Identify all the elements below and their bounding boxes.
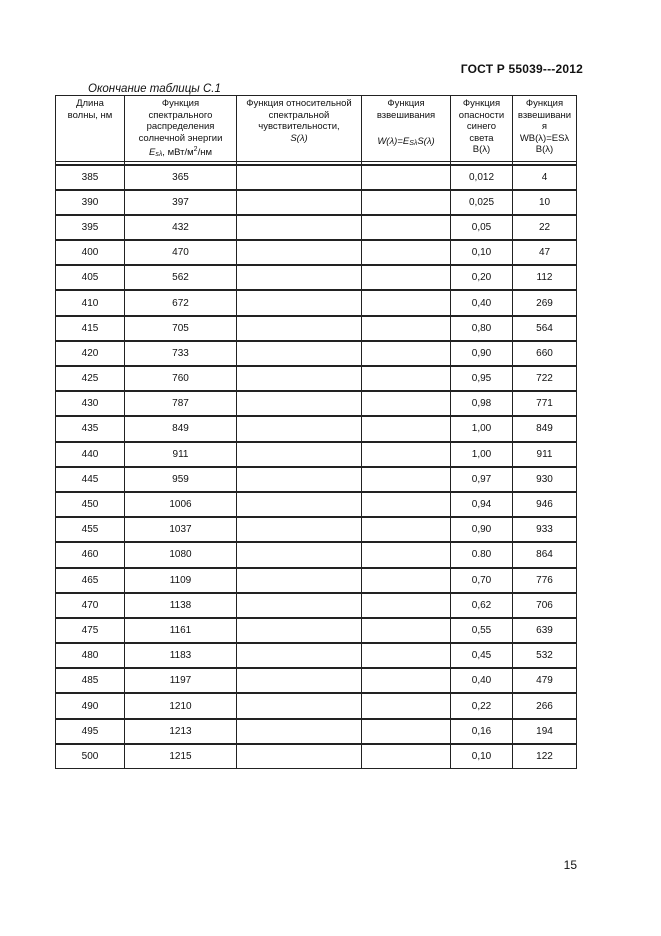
cell-weighting-wb: 194: [513, 719, 577, 744]
table-row: [56, 240, 577, 265]
cell-weighting-w: [362, 693, 451, 718]
cell-solar-energy: 397: [125, 190, 237, 215]
cell-weighting-wb: 122: [513, 744, 577, 769]
col-header-blue-light-hazard: Функция опасности синего света B(λ): [451, 96, 513, 162]
cell-solar-energy: 705: [125, 316, 237, 341]
cell-wavelength: 465: [56, 568, 125, 593]
cell-solar-energy: 1037: [125, 517, 237, 542]
cell-solar-energy: 365: [125, 165, 237, 190]
table-caption: Окончание таблицы С.1: [88, 83, 221, 95]
cell-blue-hazard: 0,22: [451, 693, 513, 718]
cell-wavelength: 475: [56, 618, 125, 643]
cell-weighting-w: [362, 265, 451, 290]
cell-sensitivity: [237, 341, 362, 366]
table-row: [56, 391, 577, 416]
cell-wavelength: 425: [56, 366, 125, 391]
cell-wavelength: 455: [56, 517, 125, 542]
table-row: [56, 593, 577, 618]
cell-wavelength: 450: [56, 492, 125, 517]
spectral-table: [55, 95, 577, 769]
cell-weighting-w: [362, 240, 451, 265]
cell-sensitivity: [237, 668, 362, 693]
cell-blue-hazard: 0,94: [451, 492, 513, 517]
table-row: [56, 618, 577, 643]
cell-wavelength: 460: [56, 542, 125, 567]
cell-weighting-w: [362, 467, 451, 492]
table-row: [56, 265, 577, 290]
cell-weighting-w: [362, 165, 451, 190]
cell-weighting-wb: 864: [513, 542, 577, 567]
cell-sensitivity: [237, 593, 362, 618]
cell-weighting-w: [362, 215, 451, 240]
table-row: [56, 517, 577, 542]
cell-weighting-wb: 639: [513, 618, 577, 643]
table-row: [56, 467, 577, 492]
cell-weighting-wb: 47: [513, 240, 577, 265]
cell-sensitivity: [237, 391, 362, 416]
cell-wavelength: 500: [56, 744, 125, 769]
cell-sensitivity: [237, 165, 362, 190]
cell-weighting-w: [362, 719, 451, 744]
cell-blue-hazard: 0,70: [451, 568, 513, 593]
cell-blue-hazard: 0,45: [451, 643, 513, 668]
cell-solar-energy: 911: [125, 442, 237, 467]
cell-blue-hazard: 0,05: [451, 215, 513, 240]
cell-weighting-wb: 933: [513, 517, 577, 542]
table-row: [56, 693, 577, 718]
cell-weighting-wb: 564: [513, 316, 577, 341]
cell-wavelength: 415: [56, 316, 125, 341]
table-row: [56, 190, 577, 215]
col-header-solar-spectrum: Функция спектрального распределения солнечной энергии Esλ, мВт/$м^2/нм$: [125, 96, 237, 162]
cell-solar-energy: 432: [125, 215, 237, 240]
cell-solar-energy: 1210: [125, 693, 237, 718]
cell-weighting-w: [362, 744, 451, 769]
cell-weighting-w: [362, 442, 451, 467]
cell-solar-energy: 733: [125, 341, 237, 366]
cell-blue-hazard: 0,16: [451, 719, 513, 744]
document-code: ГОСТ Р 55039---2012: [460, 62, 583, 76]
cell-wavelength: 440: [56, 442, 125, 467]
cell-solar-energy: 1138: [125, 593, 237, 618]
table-row: [56, 316, 577, 341]
cell-solar-energy: 1197: [125, 668, 237, 693]
cell-weighting-w: [362, 391, 451, 416]
cell-wavelength: 490: [56, 693, 125, 718]
table-row: [56, 416, 577, 441]
table-row: [56, 366, 577, 391]
cell-weighting-wb: 706: [513, 593, 577, 618]
table-row: [56, 568, 577, 593]
cell-sensitivity: [237, 416, 362, 441]
cell-sensitivity: [237, 190, 362, 215]
cell-solar-energy: 1161: [125, 618, 237, 643]
cell-solar-energy: 1183: [125, 643, 237, 668]
cell-wavelength: 385: [56, 165, 125, 190]
cell-solar-energy: 959: [125, 467, 237, 492]
cell-sensitivity: [237, 492, 362, 517]
cell-solar-energy: 1109: [125, 568, 237, 593]
cell-sensitivity: [237, 265, 362, 290]
cell-wavelength: 400: [56, 240, 125, 265]
cell-wavelength: 390: [56, 190, 125, 215]
cell-blue-hazard: 1,00: [451, 442, 513, 467]
cell-weighting-w: [362, 643, 451, 668]
cell-blue-hazard: 0,10: [451, 744, 513, 769]
table-row: [56, 215, 577, 240]
cell-wavelength: 485: [56, 668, 125, 693]
cell-solar-energy: 1215: [125, 744, 237, 769]
cell-blue-hazard: 0,90: [451, 341, 513, 366]
cell-wavelength: 445: [56, 467, 125, 492]
cell-wavelength: 430: [56, 391, 125, 416]
cell-wavelength: 420: [56, 341, 125, 366]
cell-sensitivity: [237, 618, 362, 643]
cell-wavelength: 405: [56, 265, 125, 290]
cell-weighting-wb: 930: [513, 467, 577, 492]
cell-wavelength: 410: [56, 290, 125, 315]
table-row: [56, 542, 577, 567]
table-row: [56, 165, 577, 190]
col-header-wavelength: Длина волны, нм: [56, 96, 125, 162]
cell-weighting-wb: 22: [513, 215, 577, 240]
cell-sensitivity: [237, 442, 362, 467]
cell-solar-energy: 760: [125, 366, 237, 391]
cell-sensitivity: [237, 568, 362, 593]
cell-sensitivity: [237, 240, 362, 265]
cell-weighting-wb: 849: [513, 416, 577, 441]
col-header-relative-sensitivity: Функция относительной спектральной чувствительности, S(λ): [237, 96, 362, 162]
page-number: 15: [563, 858, 577, 872]
cell-blue-hazard: 0,98: [451, 391, 513, 416]
cell-blue-hazard: 0,95: [451, 366, 513, 391]
col-header-weighting-w: Функция взвешивания W(λ)=ESλS(λ): [362, 96, 451, 162]
cell-solar-energy: 849: [125, 416, 237, 441]
cell-blue-hazard: 0,80: [451, 316, 513, 341]
cell-weighting-w: [362, 618, 451, 643]
table-body: [56, 165, 577, 769]
cell-weighting-wb: 660: [513, 341, 577, 366]
table-row: [56, 668, 577, 693]
cell-weighting-wb: 776: [513, 568, 577, 593]
cell-blue-hazard: 0,025: [451, 190, 513, 215]
cell-blue-hazard: 0,40: [451, 290, 513, 315]
cell-solar-energy: 672: [125, 290, 237, 315]
cell-weighting-w: [362, 593, 451, 618]
cell-weighting-wb: 946: [513, 492, 577, 517]
table-row: [56, 744, 577, 769]
table-row: [56, 492, 577, 517]
cell-weighting-wb: 479: [513, 668, 577, 693]
cell-weighting-w: [362, 517, 451, 542]
cell-wavelength: 395: [56, 215, 125, 240]
cell-blue-hazard: 0,62: [451, 593, 513, 618]
cell-weighting-w: [362, 341, 451, 366]
cell-weighting-w: [362, 366, 451, 391]
cell-wavelength: 470: [56, 593, 125, 618]
cell-blue-hazard: 0,40: [451, 668, 513, 693]
cell-solar-energy: 1080: [125, 542, 237, 567]
cell-weighting-wb: 269: [513, 290, 577, 315]
cell-weighting-wb: 266: [513, 693, 577, 718]
cell-solar-energy: 787: [125, 391, 237, 416]
cell-weighting-w: [362, 316, 451, 341]
cell-weighting-w: [362, 416, 451, 441]
cell-weighting-w: [362, 290, 451, 315]
cell-blue-hazard: 0,20: [451, 265, 513, 290]
cell-sensitivity: [237, 719, 362, 744]
cell-weighting-w: [362, 542, 451, 567]
cell-sensitivity: [237, 316, 362, 341]
cell-weighting-wb: 771: [513, 391, 577, 416]
cell-solar-energy: 562: [125, 265, 237, 290]
table-row: [56, 719, 577, 744]
table-row: [56, 341, 577, 366]
cell-solar-energy: 1006: [125, 492, 237, 517]
cell-blue-hazard: 0,90: [451, 517, 513, 542]
cell-weighting-wb: 911: [513, 442, 577, 467]
cell-blue-hazard: 0,55: [451, 618, 513, 643]
cell-wavelength: 480: [56, 643, 125, 668]
cell-sensitivity: [237, 542, 362, 567]
cell-sensitivity: [237, 215, 362, 240]
cell-sensitivity: [237, 693, 362, 718]
cell-sensitivity: [237, 517, 362, 542]
cell-weighting-w: [362, 668, 451, 693]
cell-sensitivity: [237, 290, 362, 315]
cell-weighting-w: [362, 568, 451, 593]
cell-blue-hazard: 0,012: [451, 165, 513, 190]
col-header-weighting-wb: Функция взвешивани я WB(λ)=ESλ B(λ): [513, 96, 577, 162]
table-header-row: [56, 96, 577, 162]
cell-weighting-wb: 112: [513, 265, 577, 290]
cell-blue-hazard: 0.80: [451, 542, 513, 567]
cell-weighting-w: [362, 190, 451, 215]
cell-sensitivity: [237, 744, 362, 769]
cell-sensitivity: [237, 643, 362, 668]
cell-sensitivity: [237, 467, 362, 492]
cell-weighting-wb: 10: [513, 190, 577, 215]
cell-blue-hazard: 0,10: [451, 240, 513, 265]
cell-wavelength: 435: [56, 416, 125, 441]
cell-weighting-w: [362, 492, 451, 517]
cell-sensitivity: [237, 366, 362, 391]
table-row: [56, 442, 577, 467]
cell-weighting-wb: 532: [513, 643, 577, 668]
table-row: [56, 643, 577, 668]
cell-blue-hazard: 1,00: [451, 416, 513, 441]
table-row: [56, 290, 577, 315]
cell-weighting-wb: 722: [513, 366, 577, 391]
cell-wavelength: 495: [56, 719, 125, 744]
cell-solar-energy: 470: [125, 240, 237, 265]
cell-blue-hazard: 0,97: [451, 467, 513, 492]
cell-weighting-wb: 4: [513, 165, 577, 190]
cell-solar-energy: 1213: [125, 719, 237, 744]
